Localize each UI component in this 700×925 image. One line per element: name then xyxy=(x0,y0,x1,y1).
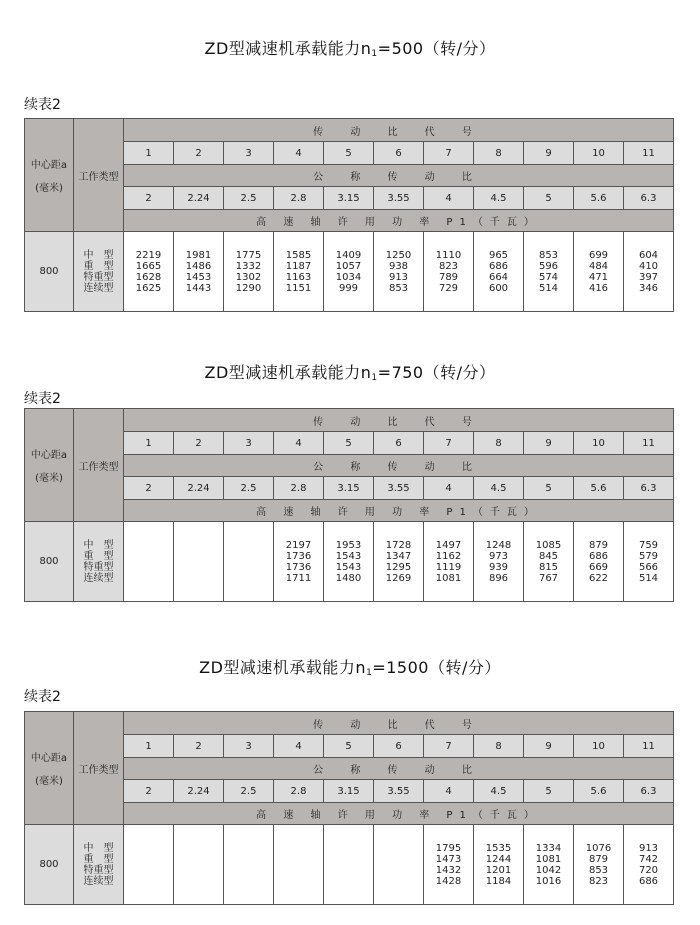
ratio-code-cell: 10 xyxy=(574,735,624,758)
nominal-ratio-cell: 3.55 xyxy=(374,477,424,500)
power-value: 566 xyxy=(638,561,659,573)
power-value: 1042 xyxy=(535,864,562,876)
power-value: 913 xyxy=(638,842,659,854)
ratio-code-header: 传 动 比 代 号 xyxy=(124,119,674,142)
power-value: 1736 xyxy=(285,550,312,562)
power-value: 1295 xyxy=(385,561,412,573)
center-distance-label: 中心距a xyxy=(30,450,68,461)
work-type-item: 重 型 xyxy=(83,853,114,865)
power-value: 1428 xyxy=(435,875,462,887)
title-subscript: 1 xyxy=(366,668,373,678)
ratio-code-cell: 7 xyxy=(424,735,474,758)
nominal-ratio-cell: 2 xyxy=(124,187,174,210)
capacity-table xyxy=(24,711,674,905)
ratio-code-cell: 1 xyxy=(124,432,174,455)
ratio-code-header: 传 动 比 代 号 xyxy=(124,712,674,735)
work-type-list xyxy=(74,825,124,905)
power-value: 1347 xyxy=(385,550,412,562)
power-value: 789 xyxy=(438,271,459,283)
title-text: ZD型减速机承载能力n xyxy=(204,363,372,382)
power-value: 1201 xyxy=(485,864,512,876)
title-speed: =750（转/分） xyxy=(377,363,496,382)
power-value: 1248 xyxy=(485,539,512,551)
work-type-list xyxy=(74,232,124,312)
power-value: 896 xyxy=(488,572,509,584)
title-subscript: 1 xyxy=(371,49,378,59)
power-value: 1119 xyxy=(435,561,462,573)
power-value-cell xyxy=(524,232,574,312)
power-value-cell xyxy=(124,825,174,905)
ratio-code-cell: 8 xyxy=(474,142,524,165)
power-value: 1057 xyxy=(335,260,362,272)
nominal-ratio-header: 公 称 传 动 比 xyxy=(124,165,674,187)
work-type-item: 中 型 xyxy=(83,539,114,551)
power-value: 1628 xyxy=(135,271,162,283)
power-value: 1473 xyxy=(435,853,462,865)
power-value: 664 xyxy=(488,271,509,283)
ratio-code-cell: 3 xyxy=(224,432,274,455)
nominal-ratio-cell: 6.3 xyxy=(624,780,674,803)
nominal-ratio-cell: 2 xyxy=(124,477,174,500)
nominal-ratio-cell: 4 xyxy=(424,477,474,500)
power-value: 1543 xyxy=(335,550,362,562)
power-value: 853 xyxy=(588,864,609,876)
power-value: 416 xyxy=(588,282,609,294)
nominal-ratio-cell: 2.24 xyxy=(174,477,224,500)
power-value: 767 xyxy=(538,572,559,584)
power-value: 1269 xyxy=(385,572,412,584)
nominal-ratio-cell: 3.15 xyxy=(324,187,374,210)
center-distance-value: 800 xyxy=(25,522,74,602)
power-value: 1736 xyxy=(285,561,312,573)
center-distance-value: 800 xyxy=(25,825,74,905)
power-value: 938 xyxy=(388,260,409,272)
ratio-code-cell: 10 xyxy=(574,432,624,455)
ratio-code-cell: 11 xyxy=(624,432,674,455)
work-type-list xyxy=(74,522,124,602)
power-value: 939 xyxy=(488,561,509,573)
work-type-item: 特重型 xyxy=(83,561,114,573)
ratio-code-cell: 4 xyxy=(274,142,324,165)
ratio-code-cell: 3 xyxy=(224,142,274,165)
power-value: 699 xyxy=(588,249,609,261)
power-value: 1409 xyxy=(335,249,362,261)
power-value: 1497 xyxy=(435,539,462,551)
nominal-ratio-header: 公 称 传 动 比 xyxy=(124,758,674,780)
power-value: 604 xyxy=(638,249,659,261)
power-value-cell xyxy=(474,825,524,905)
nominal-ratio-cell: 5 xyxy=(524,187,574,210)
nominal-ratio-cell: 2.5 xyxy=(224,187,274,210)
power-value: 1290 xyxy=(235,282,262,294)
power-value: 514 xyxy=(638,572,659,584)
power-value: 1585 xyxy=(285,249,312,261)
work-type-item: 特重型 xyxy=(83,271,114,283)
work-type-item: 中 型 xyxy=(83,842,114,854)
center-distance-label: 中心距a xyxy=(30,160,68,171)
ratio-code-cell: 9 xyxy=(524,735,574,758)
ratio-code-cell: 9 xyxy=(524,432,574,455)
power-value: 397 xyxy=(638,271,659,283)
center-distance-header xyxy=(25,119,74,232)
power-value-cell xyxy=(424,825,474,905)
title-text: ZD型减速机承载能力n xyxy=(204,39,372,58)
ratio-code-cell: 11 xyxy=(624,142,674,165)
power-value-cell xyxy=(324,522,374,602)
power-value-cell xyxy=(374,825,424,905)
power-value: 1334 xyxy=(535,842,562,854)
title-speed: =500（转/分） xyxy=(377,39,496,58)
power-value-cell xyxy=(574,232,624,312)
power-value: 742 xyxy=(638,853,659,865)
center-distance-label: 中心距a xyxy=(30,753,68,764)
power-value-cell xyxy=(374,232,424,312)
power-value: 1432 xyxy=(435,864,462,876)
power-value-cell xyxy=(624,522,674,602)
nominal-ratio-cell: 2.8 xyxy=(274,780,324,803)
power-value: 1250 xyxy=(385,249,412,261)
ratio-code-cell: 2 xyxy=(174,735,224,758)
nominal-ratio-cell: 2.24 xyxy=(174,187,224,210)
power-value: 686 xyxy=(588,550,609,562)
ratio-code-cell: 4 xyxy=(274,735,324,758)
table-caption: 续表2 xyxy=(24,689,61,705)
power-value-cell xyxy=(174,232,224,312)
title-speed: =1500（转/分） xyxy=(372,658,501,677)
work-type-item: 重 型 xyxy=(83,550,114,562)
power-value-cell xyxy=(124,232,174,312)
ratio-code-cell: 2 xyxy=(174,432,224,455)
power-value: 2197 xyxy=(285,539,312,551)
ratio-code-cell: 6 xyxy=(374,432,424,455)
power-value-cell xyxy=(324,232,374,312)
nominal-ratio-cell: 5.6 xyxy=(574,780,624,803)
power-value: 579 xyxy=(638,550,659,562)
nominal-ratio-cell: 3.15 xyxy=(324,477,374,500)
work-type-item: 特重型 xyxy=(83,864,114,876)
nominal-ratio-cell: 2.24 xyxy=(174,780,224,803)
nominal-ratio-cell: 5.6 xyxy=(574,187,624,210)
ratio-code-cell: 8 xyxy=(474,432,524,455)
power-value: 853 xyxy=(388,282,409,294)
ratio-code-cell: 11 xyxy=(624,735,674,758)
power-value: 346 xyxy=(638,282,659,294)
power-value-cell xyxy=(474,232,524,312)
power-value: 686 xyxy=(638,875,659,887)
power-value: 1453 xyxy=(185,271,212,283)
power-value: 1016 xyxy=(535,875,562,887)
center-distance-header xyxy=(25,712,74,825)
work-type-item: 重 型 xyxy=(83,260,114,272)
ratio-code-cell: 7 xyxy=(424,432,474,455)
power-value: 1163 xyxy=(285,271,312,283)
ratio-code-cell: 5 xyxy=(324,735,374,758)
power-value: 1081 xyxy=(435,572,462,584)
center-distance-unit: (毫米) xyxy=(35,776,63,787)
power-value-cell xyxy=(524,522,574,602)
nominal-ratio-cell: 5.6 xyxy=(574,477,624,500)
ratio-code-cell: 2 xyxy=(174,142,224,165)
power-value-cell xyxy=(574,522,624,602)
power-value: 720 xyxy=(638,864,659,876)
power-value-cell xyxy=(624,825,674,905)
power-value-cell xyxy=(274,825,324,905)
power-value: 1535 xyxy=(485,842,512,854)
work-type-item: 连续型 xyxy=(83,572,114,584)
power-value: 823 xyxy=(438,260,459,272)
power-value: 759 xyxy=(638,539,659,551)
power-value: 1302 xyxy=(235,271,262,283)
power-value: 1480 xyxy=(335,572,362,584)
power-value-cell xyxy=(224,232,274,312)
title-subscript: 1 xyxy=(371,373,378,383)
ratio-code-cell: 4 xyxy=(274,432,324,455)
power-header: 高 速 轴 许 用 功 率 P1（千瓦） xyxy=(124,500,674,522)
nominal-ratio-cell: 5 xyxy=(524,780,574,803)
nominal-ratio-cell: 2 xyxy=(124,780,174,803)
title-text: ZD型减速机承载能力n xyxy=(199,658,367,677)
power-value: 1711 xyxy=(285,572,312,584)
power-value-cell xyxy=(324,825,374,905)
power-value: 729 xyxy=(438,282,459,294)
power-value: 410 xyxy=(638,260,659,272)
power-value: 999 xyxy=(338,282,359,294)
ratio-code-cell: 10 xyxy=(574,142,624,165)
work-type-header: 工作类型 xyxy=(74,712,124,825)
power-value: 1625 xyxy=(135,282,162,294)
power-value: 879 xyxy=(588,853,609,865)
power-header: 高 速 轴 许 用 功 率 P1（千瓦） xyxy=(124,803,674,825)
power-value: 1486 xyxy=(185,260,212,272)
nominal-ratio-header: 公 称 传 动 比 xyxy=(124,455,674,477)
power-value: 2219 xyxy=(135,249,162,261)
power-value: 1162 xyxy=(435,550,462,562)
power-value: 1953 xyxy=(335,539,362,551)
ratio-code-cell: 6 xyxy=(374,142,424,165)
power-value-cell xyxy=(224,522,274,602)
nominal-ratio-cell: 6.3 xyxy=(624,187,674,210)
power-value: 1034 xyxy=(335,271,362,283)
power-value: 1244 xyxy=(485,853,512,865)
power-value-cell xyxy=(524,825,574,905)
power-value: 1981 xyxy=(185,249,212,261)
power-value: 1151 xyxy=(285,282,312,294)
center-distance-unit: (毫米) xyxy=(35,183,63,194)
power-value-cell xyxy=(124,522,174,602)
nominal-ratio-cell: 4 xyxy=(424,780,474,803)
power-value-cell xyxy=(274,522,324,602)
power-value: 669 xyxy=(588,561,609,573)
power-value: 622 xyxy=(588,572,609,584)
power-value: 879 xyxy=(588,539,609,551)
ratio-code-cell: 7 xyxy=(424,142,474,165)
ratio-code-cell: 9 xyxy=(524,142,574,165)
ratio-code-cell: 5 xyxy=(324,142,374,165)
power-value: 815 xyxy=(538,561,559,573)
nominal-ratio-cell: 2.8 xyxy=(274,187,324,210)
work-type-item: 中 型 xyxy=(83,249,114,261)
table-caption: 续表2 xyxy=(24,391,61,407)
power-value: 1543 xyxy=(335,561,362,573)
power-value: 853 xyxy=(538,249,559,261)
section-title xyxy=(0,655,700,678)
power-value-cell xyxy=(574,825,624,905)
nominal-ratio-cell: 3.55 xyxy=(374,780,424,803)
ratio-code-header: 传 动 比 代 号 xyxy=(124,409,674,432)
power-value-cell xyxy=(624,232,674,312)
power-value: 514 xyxy=(538,282,559,294)
nominal-ratio-cell: 4 xyxy=(424,187,474,210)
ratio-code-cell: 1 xyxy=(124,142,174,165)
section-title xyxy=(0,360,700,383)
power-value: 471 xyxy=(588,271,609,283)
nominal-ratio-cell: 3.15 xyxy=(324,780,374,803)
power-value-cell xyxy=(174,825,224,905)
nominal-ratio-cell: 6.3 xyxy=(624,477,674,500)
power-header: 高 速 轴 许 用 功 率 P1（千瓦） xyxy=(124,210,674,232)
work-type-header: 工作类型 xyxy=(74,119,124,232)
section-title xyxy=(0,36,700,59)
power-value: 1728 xyxy=(385,539,412,551)
power-value: 484 xyxy=(588,260,609,272)
ratio-code-cell: 6 xyxy=(374,735,424,758)
power-value: 1332 xyxy=(235,260,262,272)
power-value: 1665 xyxy=(135,260,162,272)
ratio-code-cell: 5 xyxy=(324,432,374,455)
work-type-header: 工作类型 xyxy=(74,409,124,522)
ratio-code-cell: 8 xyxy=(474,735,524,758)
ratio-code-cell: 1 xyxy=(124,735,174,758)
power-value-cell xyxy=(424,232,474,312)
nominal-ratio-cell: 2.8 xyxy=(274,477,324,500)
power-value-cell xyxy=(374,522,424,602)
nominal-ratio-cell: 4.5 xyxy=(474,780,524,803)
center-distance-unit: (毫米) xyxy=(35,473,63,484)
nominal-ratio-cell: 4.5 xyxy=(474,187,524,210)
nominal-ratio-cell: 5 xyxy=(524,477,574,500)
work-type-item: 连续型 xyxy=(83,282,114,294)
power-value: 1081 xyxy=(535,853,562,865)
power-value: 965 xyxy=(488,249,509,261)
nominal-ratio-cell: 2.5 xyxy=(224,477,274,500)
power-value: 1085 xyxy=(535,539,562,551)
power-value: 913 xyxy=(388,271,409,283)
power-value: 686 xyxy=(488,260,509,272)
power-value: 973 xyxy=(488,550,509,562)
power-value: 1184 xyxy=(485,875,512,887)
power-value: 1775 xyxy=(235,249,262,261)
power-value: 1076 xyxy=(585,842,612,854)
center-distance-header xyxy=(25,409,74,522)
nominal-ratio-cell: 3.55 xyxy=(374,187,424,210)
center-distance-value: 800 xyxy=(25,232,74,312)
power-value: 596 xyxy=(538,260,559,272)
table-caption: 续表2 xyxy=(24,97,61,113)
power-value-cell xyxy=(424,522,474,602)
power-value: 1110 xyxy=(435,249,462,261)
capacity-table xyxy=(24,408,674,602)
power-value: 600 xyxy=(488,282,509,294)
power-value: 1187 xyxy=(285,260,312,272)
power-value: 845 xyxy=(538,550,559,562)
power-value: 574 xyxy=(538,271,559,283)
power-value: 823 xyxy=(588,875,609,887)
power-value: 1795 xyxy=(435,842,462,854)
power-value-cell xyxy=(274,232,324,312)
capacity-table xyxy=(24,118,674,312)
power-value-cell xyxy=(224,825,274,905)
nominal-ratio-cell: 2.5 xyxy=(224,780,274,803)
power-value: 1443 xyxy=(185,282,212,294)
power-value-cell xyxy=(474,522,524,602)
ratio-code-cell: 3 xyxy=(224,735,274,758)
nominal-ratio-cell: 4.5 xyxy=(474,477,524,500)
work-type-item: 连续型 xyxy=(83,875,114,887)
power-value-cell xyxy=(174,522,224,602)
